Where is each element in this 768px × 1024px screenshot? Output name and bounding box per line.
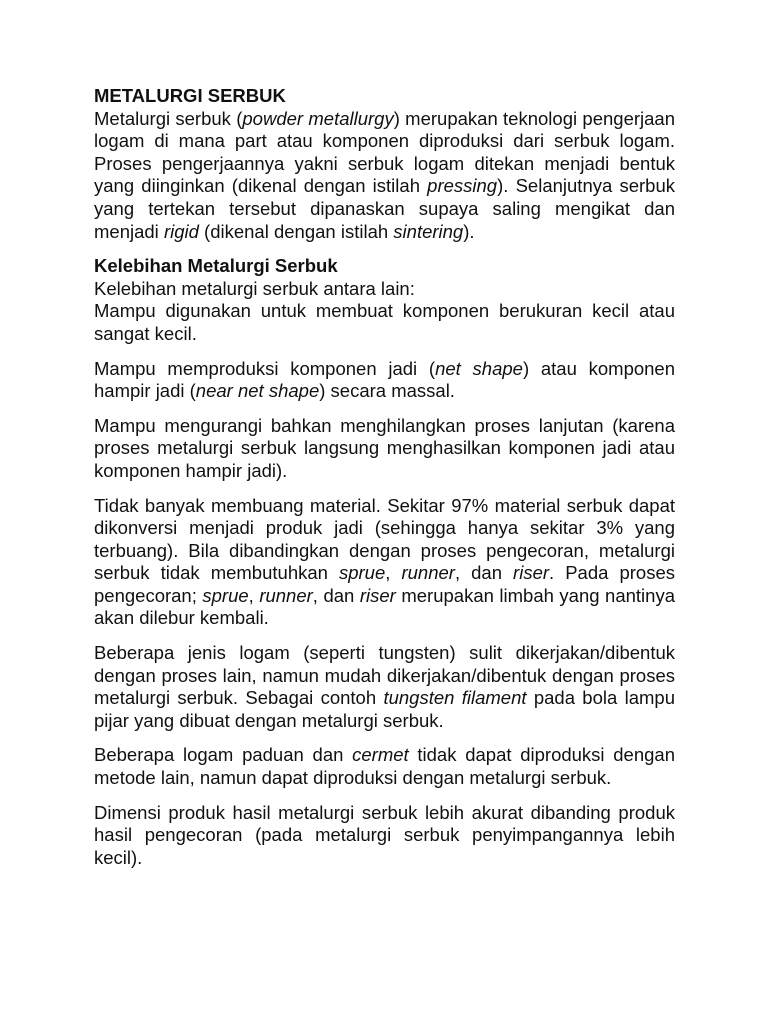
text-run: ) secara massal. bbox=[319, 380, 455, 402]
text-run: , dan bbox=[454, 562, 514, 584]
italic-term: runner bbox=[259, 584, 313, 606]
point-paragraph bbox=[94, 300, 675, 345]
text-run: merupakan limbah yang nantinya akan dilebur kembali. bbox=[94, 584, 675, 629]
point-paragraph bbox=[94, 415, 675, 483]
point-paragraph bbox=[94, 744, 675, 789]
italic-term: riser bbox=[359, 584, 396, 606]
text-run: Beberapa logam paduan dan bbox=[94, 744, 353, 766]
text-run: , bbox=[385, 562, 402, 584]
text-run: ). Selanjutnya serbuk yang tertekan tersebut dipanaskan supaya saling mengikat dan menjadi bbox=[94, 175, 675, 242]
italic-term: tungsten filament bbox=[383, 687, 527, 709]
text-run: , dan bbox=[312, 584, 360, 606]
point-paragraph bbox=[94, 642, 675, 732]
point-paragraph bbox=[94, 802, 675, 870]
italic-term: sintering bbox=[393, 220, 464, 242]
document-page bbox=[94, 85, 675, 881]
italic-term: sprue bbox=[338, 562, 386, 584]
text-run: ). bbox=[463, 220, 475, 242]
text-run: Beberapa jenis logam (seperti tungsten) sulit dikerjakan/dibentuk dengan proses lain, namun mudah dikerjakan/dibentuk dengan proses metalurgi serbuk. Sebagai contoh bbox=[94, 642, 675, 709]
italic-term: runner bbox=[401, 562, 455, 584]
text-run: (dikenal dengan istilah bbox=[198, 220, 394, 242]
text-run: ) atau komponen hampir jadi ( bbox=[94, 357, 676, 402]
italic-term: sprue bbox=[202, 584, 249, 606]
text-run: Mampu memproduksi komponen jadi ( bbox=[94, 357, 436, 379]
italic-term: net shape bbox=[435, 357, 523, 379]
section-lead: Kelebihan metalurgi serbuk antara lain: bbox=[94, 277, 415, 299]
text-run: Mampu mengurangi bahkan menghilangkan proses lanjutan (karena proses metalurgi serbuk langsung menghasilkan komponen jadi atau komponen hampir jadi). bbox=[94, 414, 675, 481]
document-title: METALURGI SERBUK bbox=[94, 85, 286, 106]
point-paragraph bbox=[94, 495, 675, 631]
italic-term: riser bbox=[513, 562, 550, 584]
italic-term: powder metallurgy bbox=[242, 107, 394, 129]
text-run: pada bola lampu pijar yang dibuat dengan metalurgi serbuk. bbox=[94, 687, 675, 731]
italic-term: pressing bbox=[427, 175, 498, 197]
intro-paragraph bbox=[94, 108, 675, 244]
section-heading: Kelebihan Metalurgi Serbuk bbox=[94, 255, 338, 277]
point-paragraph bbox=[94, 358, 675, 403]
italic-term: cermet bbox=[352, 744, 409, 766]
text-run: . Pada proses pengecoran; bbox=[94, 562, 675, 606]
text-run: tidak dapat diproduksi dengan metode lain, namun dapat diproduksi dengan metalurgi serbuk. bbox=[94, 744, 675, 789]
text-run: Mampu digunakan untuk membuat komponen berukuran kecil atau sangat kecil. bbox=[94, 300, 675, 344]
text-run: , bbox=[248, 584, 260, 606]
text-run: Dimensi produk hasil metalurgi serbuk lebih akurat dibanding produk hasil pengecoran (pada metalurgi serbuk penyimpangannya lebih kecil). bbox=[94, 801, 675, 868]
italic-term: rigid bbox=[163, 220, 199, 242]
text-run: Tidak banyak membuang material. Sekitar 97% material serbuk dapat dikonversi menjadi produk jadi (sehingga hanya sekitar 3% yang terbuang). Bila dibandingkan dengan proses pengecoran, metalurgi serbuk tidak membutuhkan bbox=[94, 494, 675, 584]
text-run: ) merupakan teknologi pengerjaan logam di mana part atau komponen diproduksi dari serbuk logam. Proses pengerjaannya yakni serbuk logam ditekan menjadi bentuk yang diinginkan (dikenal dengan istilah bbox=[94, 107, 675, 197]
text-run: Metalurgi serbuk ( bbox=[94, 107, 243, 129]
italic-term: near net shape bbox=[195, 380, 320, 402]
